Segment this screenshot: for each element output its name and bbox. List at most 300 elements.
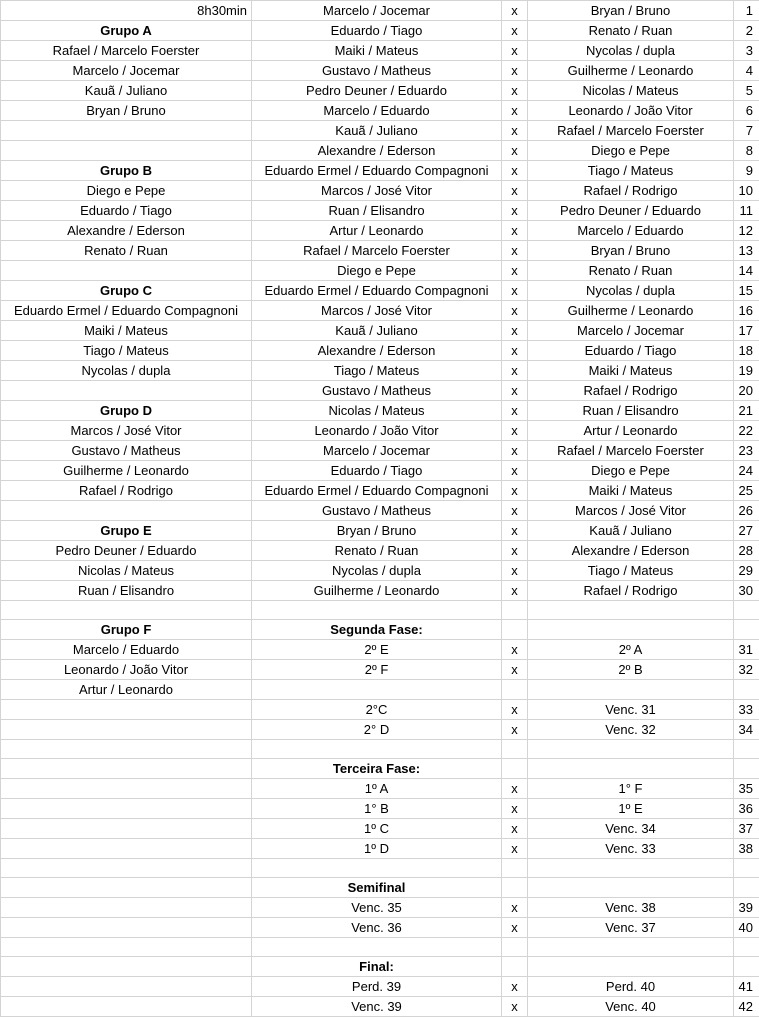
team-a-cell[interactable] <box>252 680 502 700</box>
team-a-cell[interactable]: Marcelo / Jocemar <box>252 441 502 461</box>
team-b-cell[interactable]: Artur / Leonardo <box>528 421 734 441</box>
team-b-cell[interactable]: Bryan / Bruno <box>528 1 734 21</box>
table-row <box>1 121 759 141</box>
team-a-cell[interactable] <box>252 601 502 620</box>
match-number-cell[interactable] <box>734 601 759 620</box>
match-number-cell[interactable]: 35 <box>734 779 759 799</box>
vs-cell[interactable]: x <box>502 21 528 41</box>
vs-cell[interactable]: x <box>502 101 528 121</box>
match-number-cell[interactable] <box>734 938 759 957</box>
table-row <box>1 401 759 421</box>
match-number-cell[interactable]: 26 <box>734 501 759 521</box>
vs-cell[interactable] <box>502 938 528 957</box>
team-a-cell[interactable]: Marcos / José Vitor <box>252 301 502 321</box>
team-b-cell[interactable]: Rafael / Marcelo Foerster <box>528 441 734 461</box>
vs-cell[interactable]: x <box>502 640 528 660</box>
vs-cell[interactable]: x <box>502 381 528 401</box>
table-row <box>1 620 759 640</box>
match-number-cell[interactable]: 16 <box>734 301 759 321</box>
team-a-cell[interactable]: Gustavo / Matheus <box>252 501 502 521</box>
team-b-cell[interactable]: Maiki / Mateus <box>528 481 734 501</box>
team-a-cell[interactable]: Venc. 39 <box>252 997 502 1017</box>
team-a-cell[interactable]: Eduardo / Tiago <box>252 461 502 481</box>
team-b-cell[interactable]: Nycolas / dupla <box>528 281 734 301</box>
match-number-cell[interactable]: 2 <box>734 21 759 41</box>
group-cell[interactable] <box>1 859 252 878</box>
team-b-cell[interactable] <box>528 957 734 977</box>
group-cell[interactable]: Grupo A <box>1 21 252 41</box>
match-number-cell[interactable]: 36 <box>734 799 759 819</box>
team-b-cell[interactable]: Rafael / Marcelo Foerster <box>528 121 734 141</box>
team-b-cell[interactable]: Venc. 37 <box>528 918 734 938</box>
team-a-cell[interactable]: Eduardo Ermel / Eduardo Compagnoni <box>252 281 502 301</box>
team-a-cell[interactable]: Maiki / Mateus <box>252 41 502 61</box>
table-row <box>1 21 759 41</box>
team-b-cell[interactable]: Diego e Pepe <box>528 461 734 481</box>
table-row <box>1 421 759 441</box>
group-cell[interactable] <box>1 957 252 977</box>
vs-cell[interactable]: x <box>502 81 528 101</box>
group-cell[interactable] <box>1 819 252 839</box>
group-cell[interactable]: Bryan / Bruno <box>1 101 252 121</box>
group-cell[interactable]: Kauã / Juliano <box>1 81 252 101</box>
match-number-cell[interactable]: 20 <box>734 381 759 401</box>
team-b-cell[interactable]: Guilherme / Leonardo <box>528 61 734 81</box>
group-cell[interactable]: Eduardo / Tiago <box>1 201 252 221</box>
group-cell[interactable]: Rafael / Marcelo Foerster <box>1 41 252 61</box>
table-row <box>1 181 759 201</box>
team-a-cell[interactable]: 1º A <box>252 779 502 799</box>
team-b-cell[interactable] <box>528 620 734 640</box>
vs-cell[interactable]: x <box>502 779 528 799</box>
vs-cell[interactable] <box>502 859 528 878</box>
group-cell[interactable]: Gustavo / Matheus <box>1 441 252 461</box>
table-row <box>1 241 759 261</box>
sheet-body <box>1 1 759 1017</box>
group-cell[interactable] <box>1 799 252 819</box>
team-b-cell[interactable] <box>528 740 734 759</box>
table-row <box>1 680 759 700</box>
match-number-cell[interactable]: 5 <box>734 81 759 101</box>
match-number-cell[interactable]: 9 <box>734 161 759 181</box>
group-cell[interactable]: Alexandre / Ederson <box>1 221 252 241</box>
match-number-cell[interactable]: 28 <box>734 541 759 561</box>
match-number-cell[interactable]: 24 <box>734 461 759 481</box>
vs-cell[interactable] <box>502 620 528 640</box>
group-cell[interactable]: Leonardo / João Vitor <box>1 660 252 680</box>
team-a-cell[interactable]: Guilherme / Leonardo <box>252 581 502 601</box>
group-cell[interactable] <box>1 918 252 938</box>
match-number-cell[interactable]: 42 <box>734 997 759 1017</box>
team-b-cell[interactable] <box>528 759 734 779</box>
team-a-cell[interactable]: Artur / Leonardo <box>252 221 502 241</box>
table-row <box>1 898 759 918</box>
team-b-cell[interactable]: Diego e Pepe <box>528 141 734 161</box>
group-cell[interactable]: Diego e Pepe <box>1 181 252 201</box>
table-row <box>1 918 759 938</box>
team-a-cell[interactable]: Eduardo / Tiago <box>252 21 502 41</box>
match-number-cell[interactable]: 22 <box>734 421 759 441</box>
vs-cell[interactable]: x <box>502 977 528 997</box>
match-number-cell[interactable]: 8 <box>734 141 759 161</box>
table-row <box>1 799 759 819</box>
team-a-cell[interactable]: 2º E <box>252 640 502 660</box>
table-row <box>1 601 759 620</box>
vs-cell[interactable]: x <box>502 898 528 918</box>
group-cell[interactable] <box>1 601 252 620</box>
vs-cell[interactable]: x <box>502 918 528 938</box>
group-cell[interactable] <box>1 779 252 799</box>
group-cell[interactable] <box>1 381 252 401</box>
match-number-cell[interactable]: 1 <box>734 1 759 21</box>
match-number-cell[interactable]: 7 <box>734 121 759 141</box>
match-number-cell[interactable]: 25 <box>734 481 759 501</box>
match-number-cell[interactable]: 34 <box>734 720 759 740</box>
team-a-cell[interactable]: Marcelo / Eduardo <box>252 101 502 121</box>
match-number-cell[interactable]: 11 <box>734 201 759 221</box>
table-row <box>1 341 759 361</box>
team-b-cell[interactable] <box>528 680 734 700</box>
match-number-cell[interactable]: 41 <box>734 977 759 997</box>
table-row <box>1 581 759 601</box>
match-number-cell[interactable]: 39 <box>734 898 759 918</box>
table-row <box>1 481 759 501</box>
team-a-cell[interactable]: Kauã / Juliano <box>252 321 502 341</box>
vs-cell[interactable]: x <box>502 281 528 301</box>
vs-cell[interactable]: x <box>502 839 528 859</box>
vs-cell[interactable]: x <box>502 201 528 221</box>
group-cell[interactable]: Eduardo Ermel / Eduardo Compagnoni <box>1 301 252 321</box>
team-b-cell[interactable]: Marcos / José Vitor <box>528 501 734 521</box>
group-cell[interactable]: Marcelo / Eduardo <box>1 640 252 660</box>
table-row <box>1 859 759 878</box>
team-b-cell[interactable]: Marcelo / Eduardo <box>528 221 734 241</box>
table-row <box>1 720 759 740</box>
group-cell[interactable]: Renato / Ruan <box>1 241 252 261</box>
team-a-cell[interactable]: 2º F <box>252 660 502 680</box>
match-number-cell[interactable] <box>734 740 759 759</box>
team-b-cell[interactable]: Guilherme / Leonardo <box>528 301 734 321</box>
table-row <box>1 461 759 481</box>
team-b-cell[interactable]: Rafael / Rodrigo <box>528 381 734 401</box>
vs-cell[interactable]: x <box>502 121 528 141</box>
team-b-cell[interactable]: Venc. 31 <box>528 700 734 720</box>
group-cell[interactable] <box>1 878 252 898</box>
vs-cell[interactable]: x <box>502 361 528 381</box>
group-cell[interactable]: Grupo B <box>1 161 252 181</box>
table-row <box>1 541 759 561</box>
group-cell[interactable] <box>1 700 252 720</box>
team-b-cell[interactable]: Venc. 32 <box>528 720 734 740</box>
group-cell[interactable]: Marcelo / Jocemar <box>1 61 252 81</box>
table-row <box>1 301 759 321</box>
team-b-cell[interactable] <box>528 859 734 878</box>
group-cell[interactable]: Grupo C <box>1 281 252 301</box>
team-a-cell[interactable]: 1º D <box>252 839 502 859</box>
team-b-cell[interactable]: Leonardo / João Vitor <box>528 101 734 121</box>
team-a-cell[interactable]: Alexandre / Ederson <box>252 141 502 161</box>
team-a-cell[interactable]: Nycolas / dupla <box>252 561 502 581</box>
match-number-cell[interactable]: 14 <box>734 261 759 281</box>
team-b-cell[interactable]: Rafael / Rodrigo <box>528 581 734 601</box>
vs-cell[interactable]: x <box>502 660 528 680</box>
table-row <box>1 779 759 799</box>
match-number-cell[interactable]: 29 <box>734 561 759 581</box>
table-row <box>1 441 759 461</box>
vs-cell[interactable]: x <box>502 541 528 561</box>
vs-cell[interactable]: x <box>502 700 528 720</box>
group-cell[interactable]: Nycolas / dupla <box>1 361 252 381</box>
match-number-cell[interactable]: 30 <box>734 581 759 601</box>
team-a-cell[interactable]: 2°C <box>252 700 502 720</box>
match-number-cell[interactable]: 40 <box>734 918 759 938</box>
team-b-cell[interactable]: Venc. 34 <box>528 819 734 839</box>
group-cell[interactable]: Rafael / Rodrigo <box>1 481 252 501</box>
table-row <box>1 381 759 401</box>
group-cell[interactable] <box>1 977 252 997</box>
match-number-cell[interactable]: 18 <box>734 341 759 361</box>
table-row <box>1 819 759 839</box>
vs-cell[interactable]: x <box>502 481 528 501</box>
vs-cell[interactable]: x <box>502 521 528 541</box>
group-cell[interactable] <box>1 141 252 161</box>
vs-cell[interactable] <box>502 740 528 759</box>
team-a-cell[interactable]: Venc. 35 <box>252 898 502 918</box>
team-a-cell[interactable]: Gustavo / Matheus <box>252 381 502 401</box>
match-number-cell[interactable]: 23 <box>734 441 759 461</box>
team-b-cell[interactable]: Rafael / Rodrigo <box>528 181 734 201</box>
group-cell[interactable] <box>1 938 252 957</box>
vs-cell[interactable]: x <box>502 799 528 819</box>
vs-cell[interactable] <box>502 601 528 620</box>
team-a-cell[interactable]: Pedro Deuner / Eduardo <box>252 81 502 101</box>
team-a-cell[interactable]: Marcelo / Jocemar <box>252 1 502 21</box>
team-b-cell[interactable]: Renato / Ruan <box>528 21 734 41</box>
vs-cell[interactable]: x <box>502 41 528 61</box>
team-b-cell[interactable]: 1º E <box>528 799 734 819</box>
team-a-cell[interactable]: Eduardo Ermel / Eduardo Compagnoni <box>252 481 502 501</box>
match-number-cell[interactable]: 33 <box>734 700 759 720</box>
match-number-cell[interactable]: 6 <box>734 101 759 121</box>
team-a-cell[interactable]: Kauã / Juliano <box>252 121 502 141</box>
table-row <box>1 41 759 61</box>
vs-cell[interactable] <box>502 680 528 700</box>
team-b-cell[interactable]: Alexandre / Ederson <box>528 541 734 561</box>
team-a-cell[interactable]: Semifinal <box>252 878 502 898</box>
team-a-cell[interactable]: Segunda Fase: <box>252 620 502 640</box>
team-b-cell[interactable]: Venc. 38 <box>528 898 734 918</box>
match-number-cell[interactable] <box>734 957 759 977</box>
table-row <box>1 561 759 581</box>
vs-cell[interactable]: x <box>502 819 528 839</box>
team-a-cell[interactable]: Marcos / José Vitor <box>252 181 502 201</box>
team-a-cell[interactable] <box>252 740 502 759</box>
group-cell[interactable]: Tiago / Mateus <box>1 341 252 361</box>
match-number-cell[interactable]: 4 <box>734 61 759 81</box>
vs-cell[interactable]: x <box>502 501 528 521</box>
group-cell[interactable] <box>1 839 252 859</box>
match-number-cell[interactable]: 37 <box>734 819 759 839</box>
group-cell[interactable]: Artur / Leonardo <box>1 680 252 700</box>
table-row <box>1 521 759 541</box>
group-cell[interactable]: Grupo D <box>1 401 252 421</box>
match-number-cell[interactable]: 32 <box>734 660 759 680</box>
table-row <box>1 261 759 281</box>
group-cell[interactable] <box>1 997 252 1017</box>
team-b-cell[interactable] <box>528 938 734 957</box>
vs-cell[interactable] <box>502 878 528 898</box>
table-row <box>1 161 759 181</box>
team-a-cell[interactable]: Ruan / Elisandro <box>252 201 502 221</box>
table-row <box>1 700 759 720</box>
team-b-cell[interactable]: 2º B <box>528 660 734 680</box>
team-b-cell[interactable]: Marcelo / Jocemar <box>528 321 734 341</box>
team-a-cell[interactable]: Perd. 39 <box>252 977 502 997</box>
team-a-cell[interactable]: 1° B <box>252 799 502 819</box>
table-row <box>1 221 759 241</box>
table-row <box>1 759 759 779</box>
vs-cell[interactable] <box>502 759 528 779</box>
match-number-cell[interactable] <box>734 878 759 898</box>
vs-cell[interactable]: x <box>502 261 528 281</box>
vs-cell[interactable]: x <box>502 141 528 161</box>
group-cell[interactable] <box>1 720 252 740</box>
team-a-cell[interactable]: Renato / Ruan <box>252 541 502 561</box>
table-row <box>1 839 759 859</box>
team-b-cell[interactable]: Nycolas / dupla <box>528 41 734 61</box>
group-cell[interactable] <box>1 261 252 281</box>
team-b-cell[interactable]: Venc. 40 <box>528 997 734 1017</box>
table-row <box>1 501 759 521</box>
vs-cell[interactable]: x <box>502 161 528 181</box>
team-a-cell[interactable]: Gustavo / Matheus <box>252 61 502 81</box>
team-b-cell[interactable]: Kauã / Juliano <box>528 521 734 541</box>
group-cell[interactable]: 8h30min <box>1 1 252 21</box>
team-a-cell[interactable]: Venc. 36 <box>252 918 502 938</box>
match-number-cell[interactable] <box>734 620 759 640</box>
match-number-cell[interactable]: 21 <box>734 401 759 421</box>
vs-cell[interactable]: x <box>502 61 528 81</box>
team-a-cell[interactable]: Tiago / Mateus <box>252 361 502 381</box>
group-cell[interactable] <box>1 121 252 141</box>
vs-cell[interactable]: x <box>502 241 528 261</box>
team-a-cell[interactable]: 2° D <box>252 720 502 740</box>
group-cell[interactable]: Maiki / Mateus <box>1 321 252 341</box>
vs-cell[interactable]: x <box>502 997 528 1017</box>
table-row <box>1 81 759 101</box>
match-number-cell[interactable] <box>734 680 759 700</box>
group-cell[interactable]: Ruan / Elisandro <box>1 581 252 601</box>
team-b-cell[interactable]: Ruan / Elisandro <box>528 401 734 421</box>
group-cell[interactable]: Guilherme / Leonardo <box>1 461 252 481</box>
vs-cell[interactable]: x <box>502 341 528 361</box>
team-a-cell[interactable]: Final: <box>252 957 502 977</box>
team-a-cell[interactable]: Alexandre / Ederson <box>252 341 502 361</box>
table-row <box>1 101 759 121</box>
match-number-cell[interactable]: 12 <box>734 221 759 241</box>
match-number-cell[interactable]: 10 <box>734 181 759 201</box>
team-b-cell[interactable] <box>528 878 734 898</box>
match-number-cell[interactable]: 38 <box>734 839 759 859</box>
team-a-cell[interactable]: Diego e Pepe <box>252 261 502 281</box>
group-cell[interactable]: Pedro Deuner / Eduardo <box>1 541 252 561</box>
vs-cell[interactable]: x <box>502 461 528 481</box>
team-a-cell[interactable]: 1º C <box>252 819 502 839</box>
team-a-cell[interactable]: Eduardo Ermel / Eduardo Compagnoni <box>252 161 502 181</box>
team-b-cell[interactable]: Bryan / Bruno <box>528 241 734 261</box>
vs-cell[interactable]: x <box>502 441 528 461</box>
vs-cell[interactable] <box>502 957 528 977</box>
group-cell[interactable]: Nicolas / Mateus <box>1 561 252 581</box>
group-cell[interactable] <box>1 740 252 759</box>
table-row <box>1 957 759 977</box>
match-number-cell[interactable]: 3 <box>734 41 759 61</box>
group-cell[interactable]: Marcos / José Vitor <box>1 421 252 441</box>
team-a-cell[interactable]: Rafael / Marcelo Foerster <box>252 241 502 261</box>
team-b-cell[interactable]: Tiago / Mateus <box>528 161 734 181</box>
table-row <box>1 938 759 957</box>
team-a-cell[interactable]: Nicolas / Mateus <box>252 401 502 421</box>
group-cell[interactable]: Grupo E <box>1 521 252 541</box>
team-a-cell[interactable]: Terceira Fase: <box>252 759 502 779</box>
group-cell[interactable] <box>1 759 252 779</box>
vs-cell[interactable]: x <box>502 561 528 581</box>
team-b-cell[interactable] <box>528 601 734 620</box>
vs-cell[interactable]: x <box>502 301 528 321</box>
match-number-cell[interactable] <box>734 759 759 779</box>
table-row <box>1 361 759 381</box>
team-b-cell[interactable]: Maiki / Mateus <box>528 361 734 381</box>
group-cell[interactable] <box>1 501 252 521</box>
team-a-cell[interactable] <box>252 938 502 957</box>
match-number-cell[interactable] <box>734 859 759 878</box>
team-b-cell[interactable]: 1° F <box>528 779 734 799</box>
table-row <box>1 740 759 759</box>
table-row <box>1 640 759 660</box>
match-number-cell[interactable]: 19 <box>734 361 759 381</box>
vs-cell[interactable]: x <box>502 321 528 341</box>
vs-cell[interactable]: x <box>502 401 528 421</box>
team-a-cell[interactable]: Bryan / Bruno <box>252 521 502 541</box>
vs-cell[interactable]: x <box>502 720 528 740</box>
vs-cell[interactable]: x <box>502 421 528 441</box>
match-number-cell[interactable]: 13 <box>734 241 759 261</box>
group-cell[interactable] <box>1 898 252 918</box>
vs-cell[interactable]: x <box>502 181 528 201</box>
match-number-cell[interactable]: 31 <box>734 640 759 660</box>
team-b-cell[interactable]: Eduardo / Tiago <box>528 341 734 361</box>
vs-cell[interactable]: x <box>502 1 528 21</box>
table-row <box>1 1 759 21</box>
match-number-cell[interactable]: 17 <box>734 321 759 341</box>
table-row <box>1 878 759 898</box>
team-b-cell[interactable]: Pedro Deuner / Eduardo <box>528 201 734 221</box>
team-a-cell[interactable] <box>252 859 502 878</box>
group-cell[interactable]: Grupo F <box>1 620 252 640</box>
team-b-cell[interactable]: Nicolas / Mateus <box>528 81 734 101</box>
team-b-cell[interactable]: 2º A <box>528 640 734 660</box>
match-number-cell[interactable]: 15 <box>734 281 759 301</box>
team-b-cell[interactable]: Perd. 40 <box>528 977 734 997</box>
vs-cell[interactable]: x <box>502 581 528 601</box>
table-row <box>1 61 759 81</box>
team-a-cell[interactable]: Leonardo / João Vitor <box>252 421 502 441</box>
match-number-cell[interactable]: 27 <box>734 521 759 541</box>
team-b-cell[interactable]: Renato / Ruan <box>528 261 734 281</box>
vs-cell[interactable]: x <box>502 221 528 241</box>
team-b-cell[interactable]: Venc. 33 <box>528 839 734 859</box>
team-b-cell[interactable]: Tiago / Mateus <box>528 561 734 581</box>
